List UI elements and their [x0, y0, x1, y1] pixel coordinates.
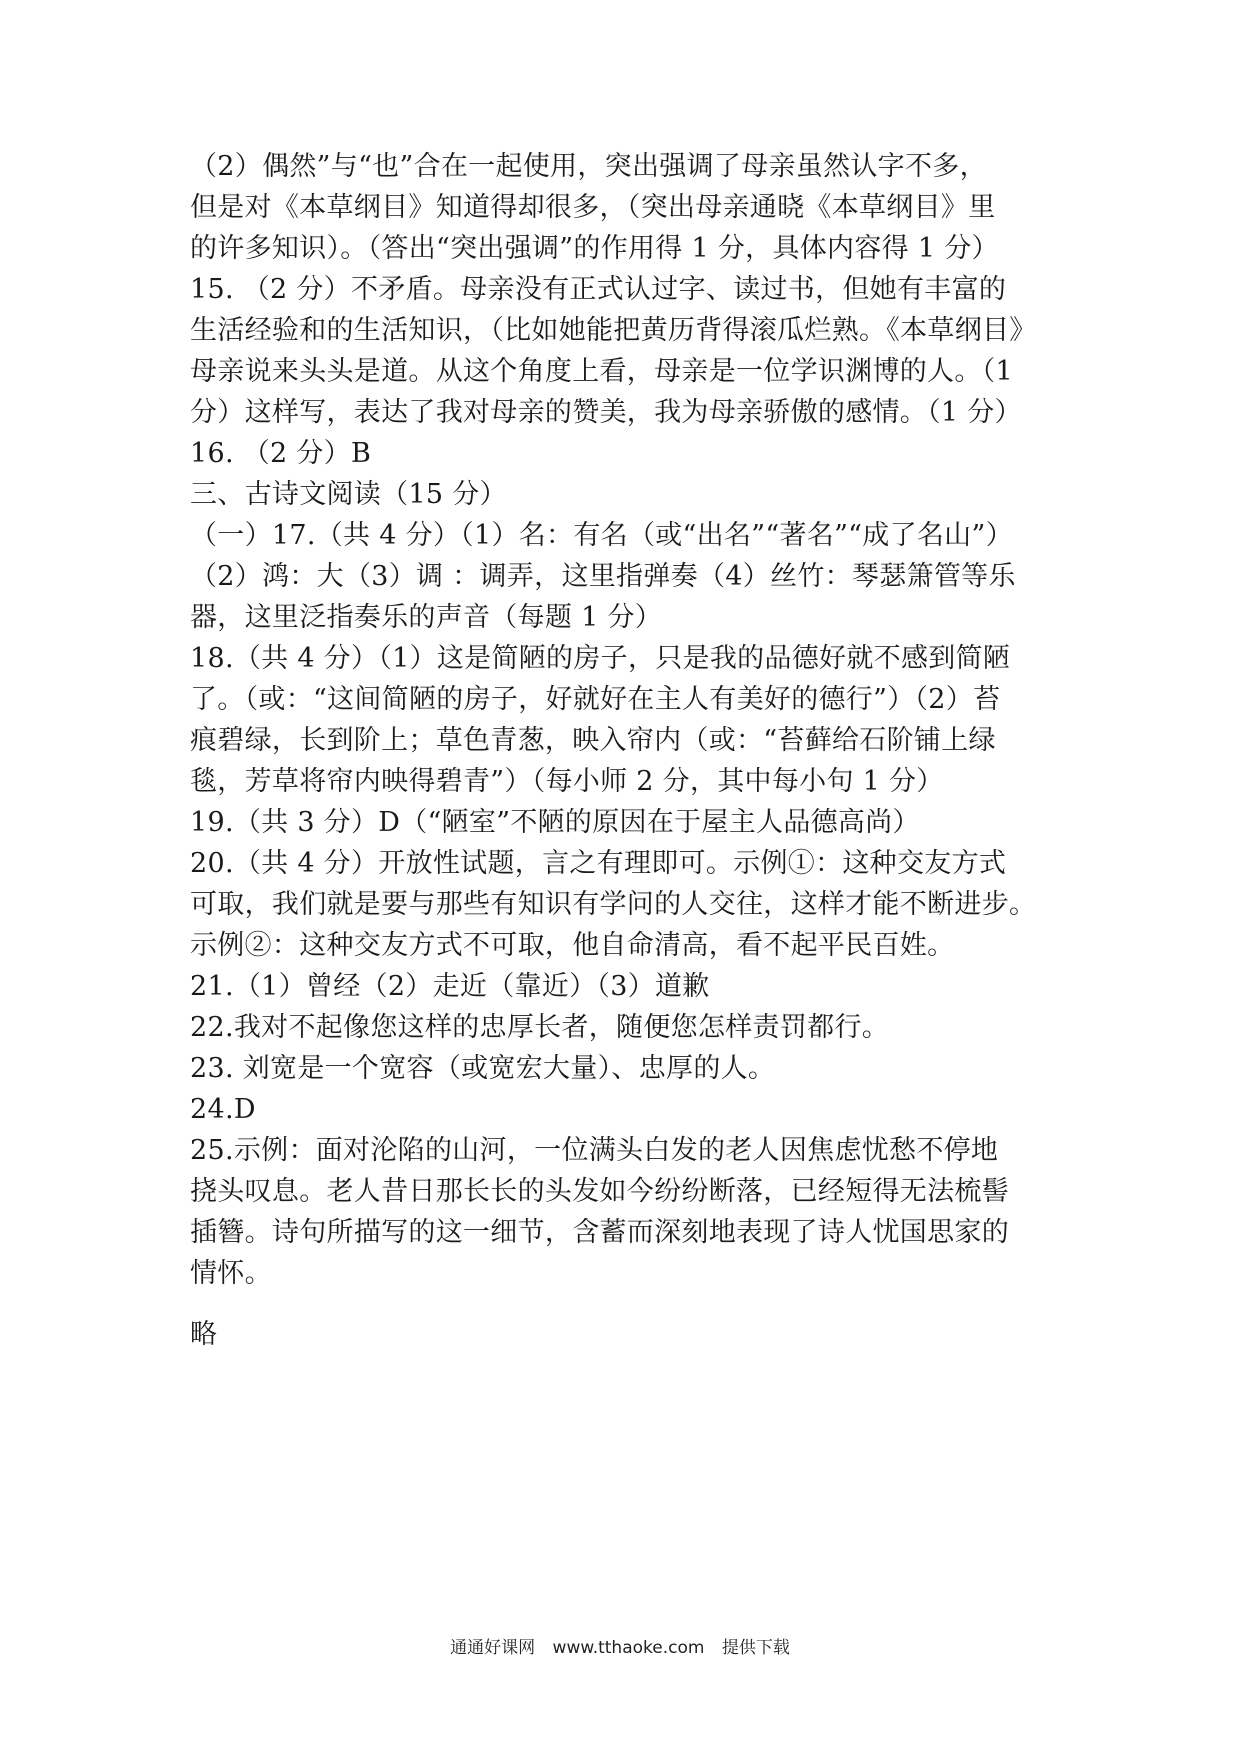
text-line: 插簪。诗句所描写的这一细节，含蓄而深刻地表现了诗人忧国思家的: [190, 1217, 1009, 1248]
text-line: 分）这样写，表达了我对母亲的赞美，我为母亲骄傲的感情。（1 分）: [190, 397, 1022, 428]
closing-note: 略: [190, 1319, 218, 1350]
footer-site-name: 通通好课网: [450, 1638, 536, 1658]
text-line: 21.（1）曾经（2）走近（靠近）（3）道歉: [190, 971, 710, 1002]
text-line: 24.D: [190, 1094, 256, 1125]
text-line: （2）鸿：大（3）调 ：调弄，这里指弹奏（4）丝竹：琴瑟箫管等乐: [190, 561, 1016, 592]
section-heading: 三、古诗文阅读（15 分）: [190, 479, 507, 510]
text-line: （2）偶然”与“也”合在一起使用，突出强调了母亲虽然认字不多，: [190, 151, 987, 182]
text-line: 毯，芳草将帘内映得碧青”）（每小师 2 分，其中每小句 1 分）: [190, 766, 944, 797]
text-line: 23. 刘宽是一个宽容（或宽宏大量）、忠厚的人。: [190, 1053, 776, 1084]
footer-note: 提供下载: [721, 1638, 790, 1658]
text-line: 了。（或：“这间简陋的房子，好就好在主人有美好的德行”）（2）苔: [190, 684, 1001, 715]
text-line: 15. （2 分）不矛盾。母亲没有正式认过字、读过书，但她有丰富的: [190, 274, 1007, 305]
text-line: 18.（共 4 分）（1）这是简陋的房子，只是我的品德好就不感到简陋: [190, 643, 1011, 674]
text-line: 25.示例：面对沦陷的山河，一位满头白发的老人因焦虑忧愁不停地: [190, 1135, 999, 1166]
text-line: 器，这里泛指奏乐的声音（每题 1 分）: [190, 602, 663, 633]
text-line: 可取，我们就是要与那些有知识有学问的人交往，这样才能不断进步。: [190, 889, 1037, 920]
text-line: 母亲说来头头是道。从这个角度上看，母亲是一位学识渊博的人。（1: [190, 356, 1013, 387]
text-line: 情怀。: [190, 1258, 272, 1289]
answer-key-page: [190, 146, 1060, 1355]
spacer: [190, 1294, 1060, 1314]
text-line: 19.（共 3 分）D（“陋室”不陋的原因在于屋主人品德高尚）: [190, 807, 920, 838]
text-line: 示例②：这种交友方式不可取，他自命清高，看不起平民百姓。: [190, 930, 955, 961]
text-line: 生活经验和的生活知识，（比如她能把黄历背得滚瓜烂熟。《本草纲目》: [190, 315, 1037, 346]
page-footer: [0, 1633, 1240, 1658]
text-line: （一）17.（共 4 分）（1）名：有名（或“出名”“著名”“成了名山”）: [190, 520, 1013, 551]
text-line: 20.（共 4 分）开放性试题，言之有理即可。示例①：这种交友方式: [190, 848, 1007, 879]
text-line: 挠头叹息。老人昔日那长长的头发如今纷纷断落，已经短得无法梳髻: [190, 1176, 1009, 1207]
text-line: 16. （2 分）B: [190, 438, 372, 469]
text-line: 的许多知识）。（答出“突出强调”的作用得 1 分，具体内容得 1 分）: [190, 233, 999, 264]
footer-url: www.tthaoke.com: [552, 1638, 705, 1658]
text-line: 但是对《本草纲目》知道得却很多，（突出母亲通晓《本草纲目》里: [190, 192, 996, 223]
text-line: 22.我对不起像您这样的忠厚长者，随便您怎样责罚都行。: [190, 1012, 890, 1043]
text-line: 痕碧绿，长到阶上；草色青葱，映入帘内（或：“苔藓给石阶铺上绿: [190, 725, 996, 756]
